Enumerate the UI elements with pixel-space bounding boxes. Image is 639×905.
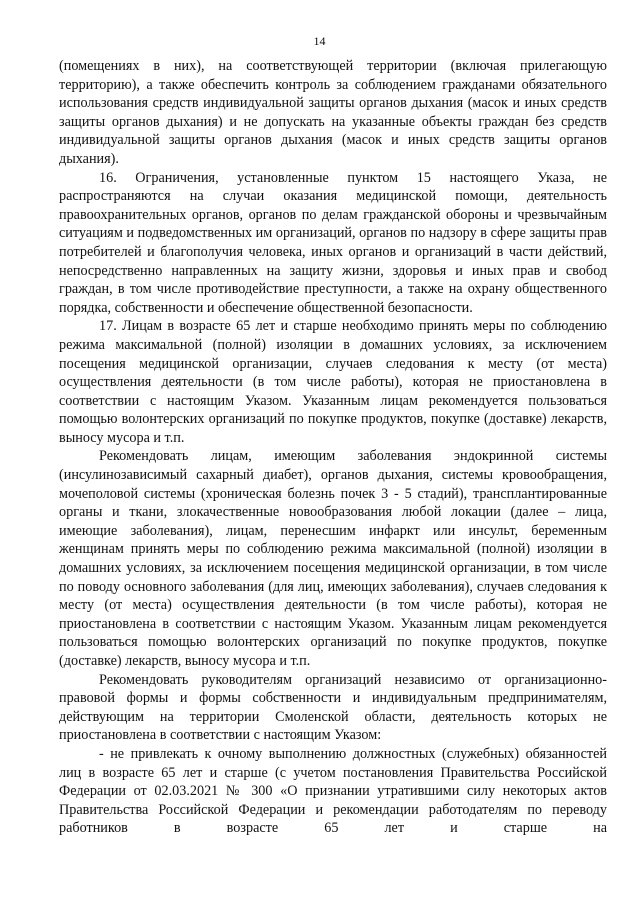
paragraph-chronic-diseases: Рекомендовать лицам, имеющим заболевания эндокринной системы (инсулинозависимый сахарный диабет), органов дыхания, системы кровообращения, мочеполовой системы (хроническая болезнь почек 3 - 5 стадий), трансплантированные органы и ткани, злокачественные новообразования любой локации (далее – лица, имеющие заболевания), лицам, перенесшим инфаркт или инсульт, беременным женщинам принять меры по соблюдению режима максимальной (полной) изоляции в домашних условиях, за исключением посещения медицинской организации, в том числе по поводу основного заболевания (для лиц, имеющих заболевания), случаев следования к месту (от места) осуществления деятельности (в том числе работы), которая не приостановлена в соответствии с настоящим Указом. Указанным лицам рекомендуется пользоваться помощью волонтерских организаций по покупке продуктов, покупке (доставке) лекарств, выносу мусора и т.п.	[59, 448, 607, 669]
paragraph-employers-recommendation: Рекомендовать руководителям организаций независимо от организационно-правовой формы и формы собственности и индивидуальным предпринимателям, действующим на территории Смоленской области, деятельность которых не приостановлена в соответствии с настоящим Указом:	[59, 671, 607, 744]
paragraph-item-16: 16. Ограничения, установленные пунктом 15 настоящего Указа, не распространяются на случаи оказания медицинской помощи, деятельность правоохранительных органов, органов по делам гражданской обороны и чрезвычайным ситуациям и подведомственных им организаций, органов по надзору в сфере защиты прав потребителей и благополучия человека, иных органов и организаций в части действий, непосредственно направленных на защиту жизни, здоровья и иных прав и свобод граждан, в том числе противодействие преступности, а также на охрану общественного порядка, собственности и обеспечение общественной безопасности.	[59, 169, 607, 316]
document-body	[59, 57, 607, 838]
paragraph-masks-continuation: (помещениях в них), на соответствующей территории (включая прилегающую территорию), а также обеспечить контроль за соблюдением гражданами обязательного использования средств индивидуальной защиты органов дыхания (масок и иных средств защиты органов дыхания) и не допускать на указанные объекты граждан без средств индивидуальной защиты органов дыхания (масок и иных средств защиты органов дыхания).	[59, 58, 607, 167]
page-number: 14	[313, 34, 326, 48]
paragraph-bullet-no-onsite-work: - не привлекать к очному выполнению должностных (служебных) обязанностей лиц в возрасте 65 лет и старше (с учетом постановления Правительства Российской Федерации от 02.03.2021 № 300 «О признании утратившими силу некоторых актов Правительства Российской Федерации и рекомендации работодателям по переводу работников в возрасте 65 лет и старше на	[59, 745, 607, 837]
paragraph-item-17: 17. Лицам в возрасте 65 лет и старше необходимо принять меры по соблюдению режима максимальной (полной) изоляции в домашних условиях, за исключением посещения медицинской организации, случаев следования к месту (от места) осуществления деятельности (в том числе работы), которая не приостановлена в соответствии с настоящим Указом. Указанным лицам рекомендуется пользоваться помощью волонтерских организаций по покупке продуктов, покупке (доставке) лекарств, выносу мусора и т.п.	[59, 318, 607, 446]
